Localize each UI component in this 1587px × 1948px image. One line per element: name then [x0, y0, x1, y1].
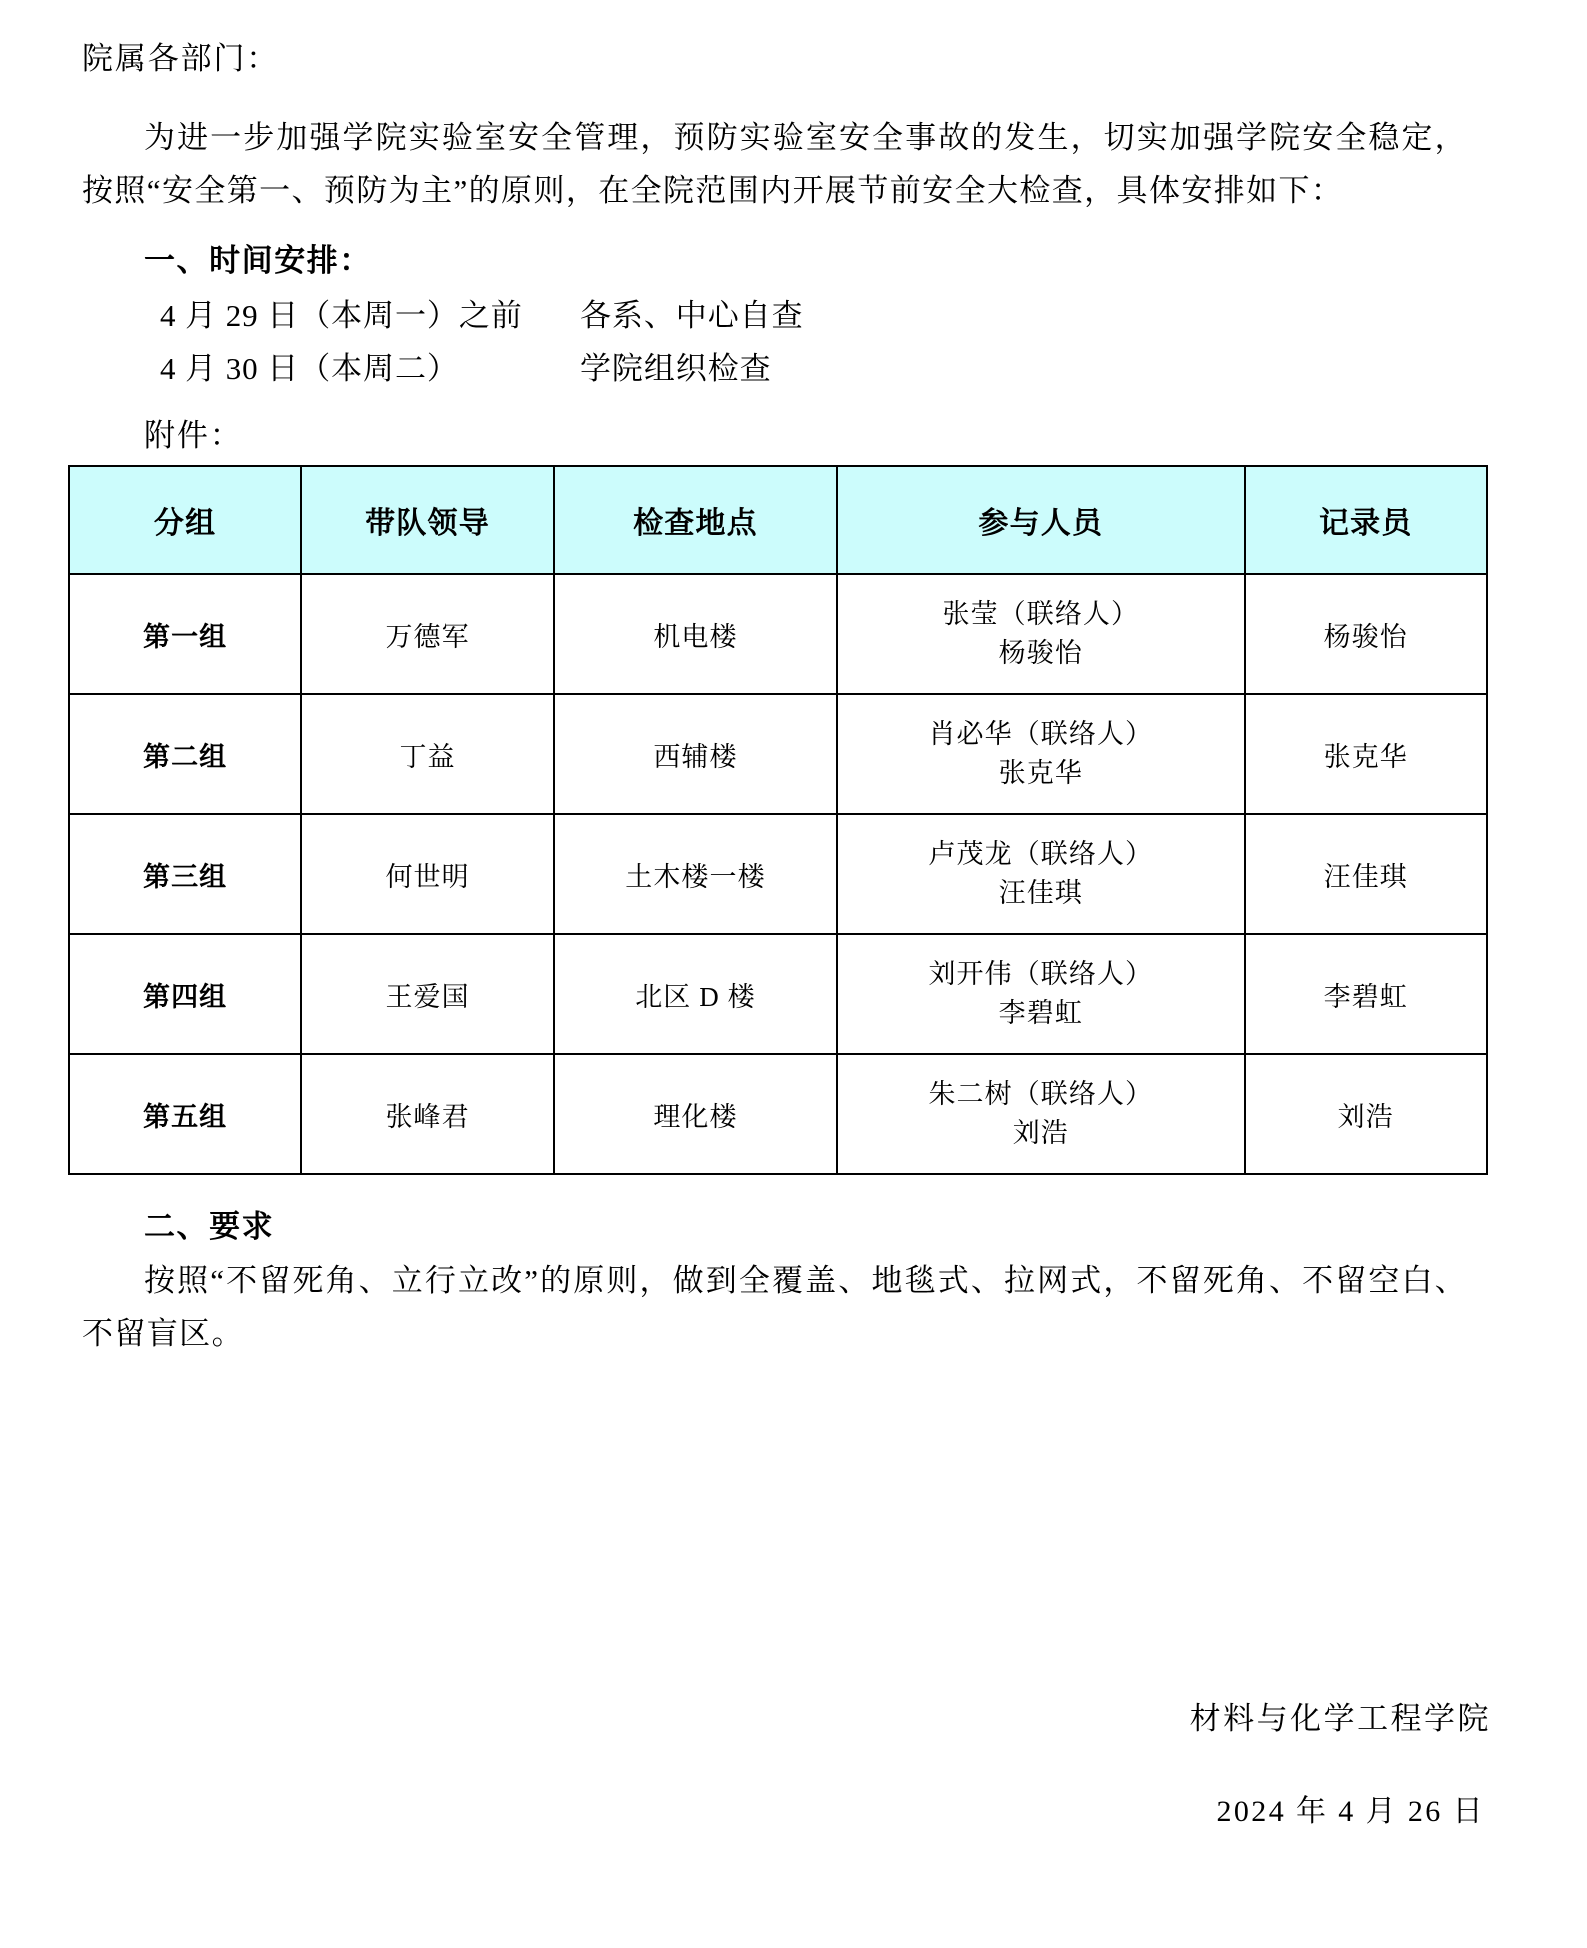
cell-leader: 丁益	[301, 694, 554, 814]
table-header-leader: 带队领导	[301, 466, 554, 574]
table-header-group: 分组	[69, 466, 301, 574]
cell-participants-line1: 肖必华（联络人）	[928, 718, 1154, 749]
cell-participants	[837, 934, 1244, 1054]
cell-recorder: 汪佳琪	[1245, 814, 1487, 934]
schedule-date-2: 4 月 30 日（本周二）	[160, 351, 459, 387]
schedule-task-1: 各系、中心自查	[580, 298, 804, 334]
table-row	[69, 814, 1487, 934]
cell-location: 西辅楼	[554, 694, 837, 814]
table-row	[69, 1054, 1487, 1174]
cell-recorder: 李碧虹	[1245, 934, 1487, 1054]
cell-location: 北区 D 楼	[554, 934, 837, 1054]
cell-group: 第二组	[69, 694, 301, 814]
cell-recorder: 刘浩	[1245, 1054, 1487, 1174]
cell-location: 土木楼一楼	[554, 814, 837, 934]
cell-participants-line2: 张克华	[998, 758, 1083, 789]
table-header-location: 检查地点	[554, 466, 837, 574]
signature-date: 2024 年 4 月 26 日	[1216, 1795, 1485, 1828]
signature-org: 材料与化学工程学院	[1189, 1701, 1491, 1736]
attachment-label: 附件：	[144, 418, 243, 454]
schedule-task-2: 学院组织检查	[580, 351, 772, 387]
cell-recorder: 张克华	[1245, 694, 1487, 814]
table-header-recorder: 记录员	[1245, 466, 1487, 574]
section-one-title: 一、时间安排：	[144, 243, 372, 280]
table-row	[69, 574, 1487, 694]
cell-leader: 王爱国	[301, 934, 554, 1054]
requirement-paragraph: 按照“不留死角、立行立改”的原则，做到全覆盖、地毯式、拉网式，不留死角、不留空白、不留盲区。	[82, 1263, 1467, 1352]
cell-participants-line2: 李碧虹	[998, 998, 1083, 1029]
cell-recorder: 杨骏怡	[1245, 574, 1487, 694]
cell-participants	[837, 1054, 1244, 1174]
cell-participants-line1: 张莹（联络人）	[942, 598, 1140, 629]
cell-participants	[837, 814, 1244, 934]
schedule-date-1: 4 月 29 日（本周一）之前	[160, 298, 523, 334]
cell-participants-line1: 卢茂龙（联络人）	[928, 838, 1154, 869]
schedule-row-1	[82, 290, 1502, 335]
section-two-title: 二、要求	[144, 1209, 275, 1246]
cell-group: 第五组	[69, 1054, 301, 1174]
cell-participants-line2: 刘浩	[1012, 1118, 1069, 1149]
inspection-group-table	[68, 465, 1488, 1175]
cell-location: 机电楼	[554, 574, 837, 694]
document-body	[82, 36, 1502, 1369]
cell-group: 第三组	[69, 814, 301, 934]
cell-participants-line1: 刘开伟（联络人）	[928, 958, 1154, 989]
cell-group: 第一组	[69, 574, 301, 694]
intro-paragraph: 为进一步加强学院实验室安全管理，预防实验室安全事故的发生，切实加强学院安全稳定，按照“安全第一、预防为主”的原则，在全院范围内开展节前安全大检查，具体安排如下：	[82, 119, 1467, 208]
table-row	[69, 934, 1487, 1054]
salutation: 院属各部门：	[82, 41, 280, 76]
signature-block	[1190, 1693, 1491, 1830]
cell-participants-line1: 朱二树（联络人）	[928, 1078, 1154, 1109]
cell-participants	[837, 694, 1244, 814]
cell-participants-line2: 杨骏怡	[998, 638, 1083, 669]
table-row	[69, 694, 1487, 814]
cell-leader: 何世明	[301, 814, 554, 934]
schedule-row-2	[82, 343, 1502, 388]
table-header-participants: 参与人员	[837, 466, 1244, 574]
cell-participants-line2: 汪佳琪	[998, 878, 1083, 909]
cell-location: 理化楼	[554, 1054, 837, 1174]
cell-leader: 万德军	[301, 574, 554, 694]
table-header-row	[69, 466, 1487, 574]
cell-group: 第四组	[69, 934, 301, 1054]
cell-leader: 张峰君	[301, 1054, 554, 1174]
cell-participants	[837, 574, 1244, 694]
